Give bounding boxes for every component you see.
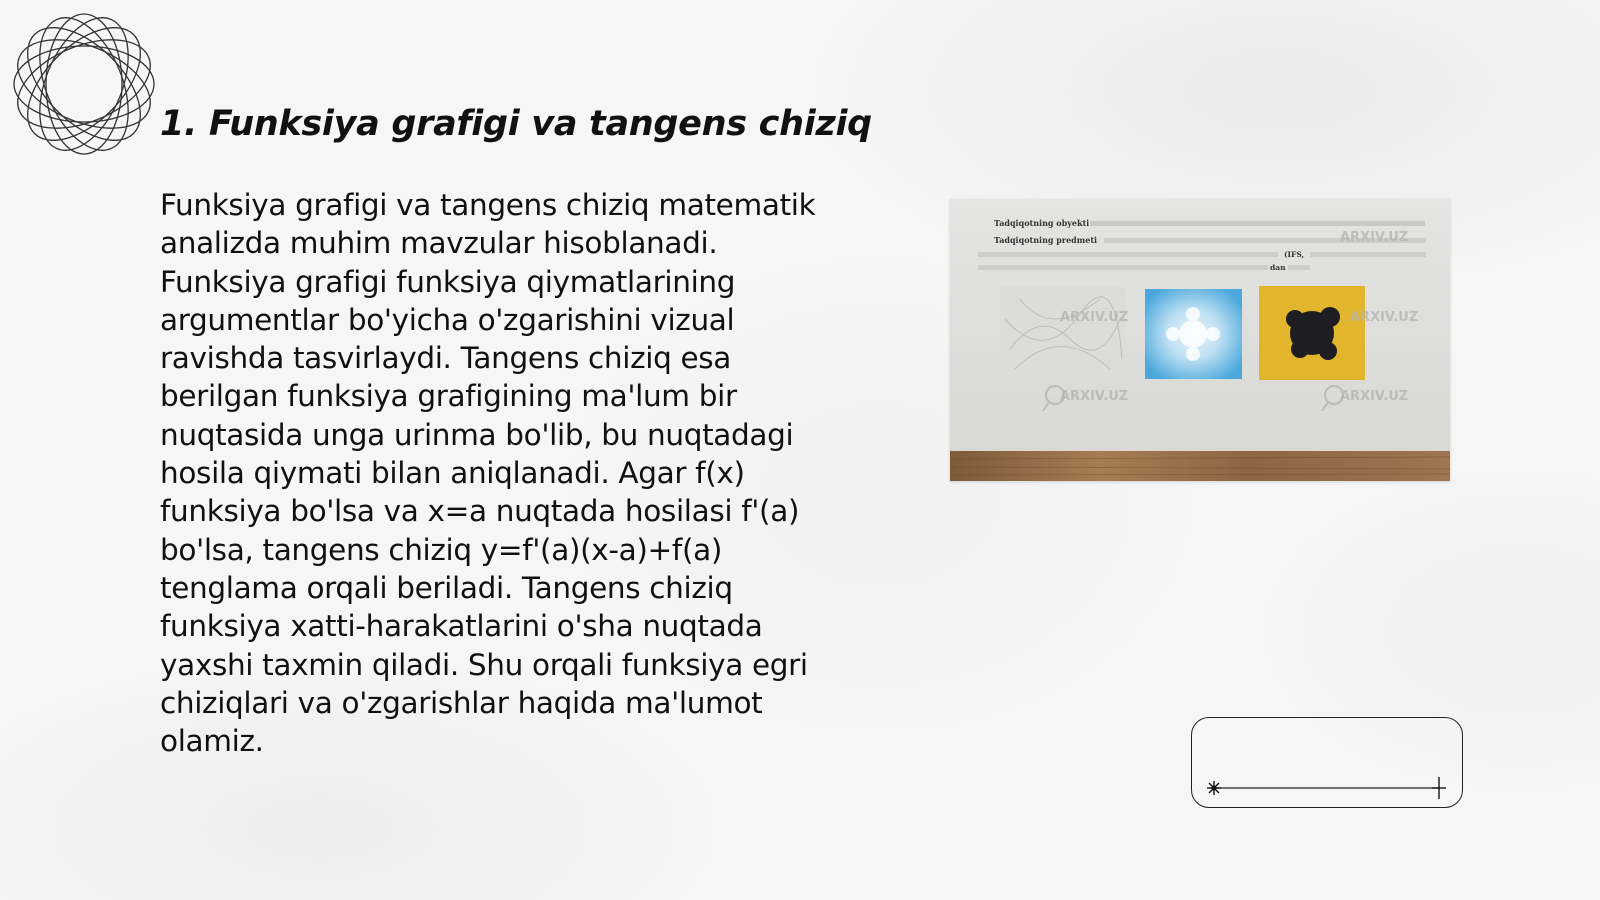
starburst-line-icon [1192, 718, 1464, 809]
photo-watermark: ARXIV.UZ [1060, 389, 1129, 404]
photo-watermark: ARXIV.UZ [1350, 310, 1419, 325]
photo-label-ifs: (IFS, [1284, 250, 1305, 259]
photo-watermark: ARXIV.UZ [1060, 310, 1129, 325]
photo-label-dan: dan [1270, 263, 1286, 272]
photo-label-object: Tadqiqotning obyekti [994, 218, 1090, 228]
photo-watermark: ARXIV.UZ [1340, 389, 1409, 404]
slide-photo [950, 199, 1450, 481]
decorative-rounded-box [1191, 717, 1463, 808]
photo-label-subject: Tadqiqotning predmeti [994, 235, 1098, 245]
spirograph-rosette-icon [10, 10, 158, 158]
photo-watermark: ARXIV.UZ [1340, 230, 1409, 245]
photo-illustration [950, 199, 1450, 481]
slide-title: 1. Funksiya grafigi va tangens chiziq [160, 104, 872, 144]
slide-body-text: Funksiya grafigi va tangens chiziq matematik analizda muhim mavzular hisoblanadi. Funksiya grafigi funksiya qiymatlarining argumentlar bo'yicha o'zgarishini vizual ravishda tasvirlaydi. Tangens chiziq esa berilgan funksiya grafigining ma'lum bir nuqtasida unga urinma bo'lib, bu nuqtadagi hosila qiymati bilan aniqlanadi. Agar f(x) funksiya bo'lsa va x=a nuqtada hosilasi f'(a) bo'lsa, tangens chiziq y=f'(a)(x-a)+f(a) tenglama orqali beriladi. Tangens chiziq funksiya xatti-harakatlarini o'sha nuqtada yaxshi taxmin qiladi. Shu orqali funksiya egri chiziqlari va o'zgarishlar haqida ma'lumot olamiz. [160, 188, 816, 759]
